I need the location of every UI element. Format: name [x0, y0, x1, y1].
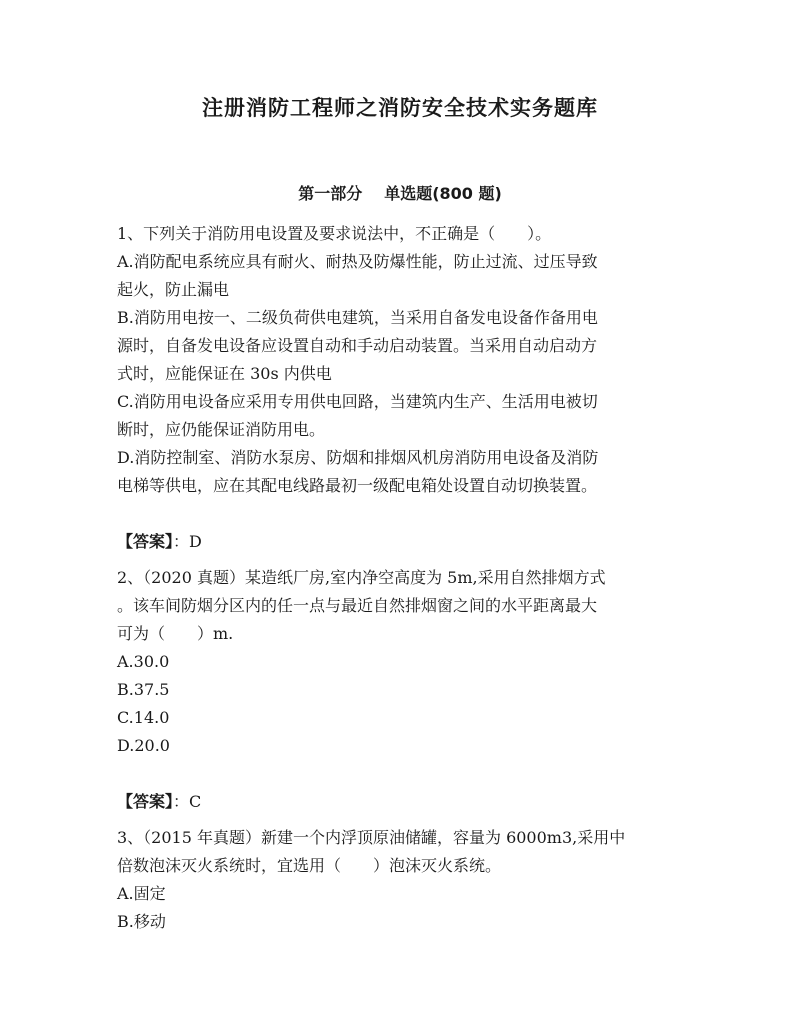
answer-value: ：C — [173, 792, 202, 811]
question-1 — [117, 220, 687, 500]
question-2 — [117, 564, 687, 760]
option-a-continued: 起火，防止漏电 — [117, 280, 230, 299]
option-b: B.37.5 — [117, 680, 170, 699]
question-stem-continued: 倍数泡沫灭火系统时，宜选用（ ）泡沫灭火系统。 — [117, 856, 502, 875]
option-d: D.消防控制室、消防水泵房、防烟和排烟风机房消防用电设备及消防 — [117, 448, 599, 467]
option-d-continued: 电梯等供电，应在其配电线路最初一级配电箱处设置自动切换装置。 — [117, 476, 598, 495]
option-b: B.移动 — [117, 912, 166, 931]
section-heading — [0, 182, 800, 206]
spacer — [117, 816, 687, 824]
answer-label: 【答案】 — [117, 792, 174, 811]
option-a: A.30.0 — [117, 652, 170, 671]
question-3 — [117, 824, 687, 936]
spacer — [117, 500, 687, 528]
option-b-continued: 式时，应能保证在 30s 内供电 — [117, 364, 332, 383]
option-a: A.固定 — [117, 884, 166, 903]
option-d: D.20.0 — [117, 736, 170, 755]
question-stem: 2、（2020 真题）某造纸厂房,室内净空高度为 5m,采用自然排烟方式 — [117, 568, 606, 587]
spacer — [117, 556, 687, 564]
question-stem-continued: 。该车间防烟分区内的任一点与最近自然排烟窗之间的水平距离最大 — [117, 596, 598, 615]
option-a: A.消防配电系统应具有耐火、耐热及防爆性能，防止过流、过压导致 — [117, 252, 598, 271]
question-stem: 3、（2015 年真题）新建一个内浮顶原油储罐，容量为 6000m3,采用中 — [117, 828, 626, 847]
answer-value: ：D — [173, 532, 202, 551]
spacer — [117, 760, 687, 788]
option-c: C.消防用电设备应采用专用供电回路，当建筑内生产、生活用电被切 — [117, 392, 598, 411]
answer-label: 【答案】 — [117, 532, 174, 551]
option-b: B.消防用电按一、二级负荷供电建筑，当采用自备发电设备作备用电 — [117, 308, 598, 327]
option-c-continued: 断时，应仍能保证消防用电。 — [117, 420, 326, 439]
question-stem-continued: 可为（ ）m. — [117, 624, 234, 643]
answer-1 — [117, 528, 687, 556]
question-list — [117, 220, 687, 936]
document-title: 注册消防工程师之消防安全技术实务题库 — [202, 96, 598, 120]
section-type: 单选题(800 题) — [384, 184, 502, 203]
option-c: C.14.0 — [117, 708, 170, 727]
question-stem: 1、下列关于消防用电设置及要求说法中，不正确是（ ）。 — [117, 224, 552, 243]
answer-2 — [117, 788, 687, 816]
option-b-continued: 源时，自备发电设备应设置自动和手动启动装置。当采用自动启动方 — [117, 336, 598, 355]
section-part: 第一部分 — [298, 184, 363, 203]
